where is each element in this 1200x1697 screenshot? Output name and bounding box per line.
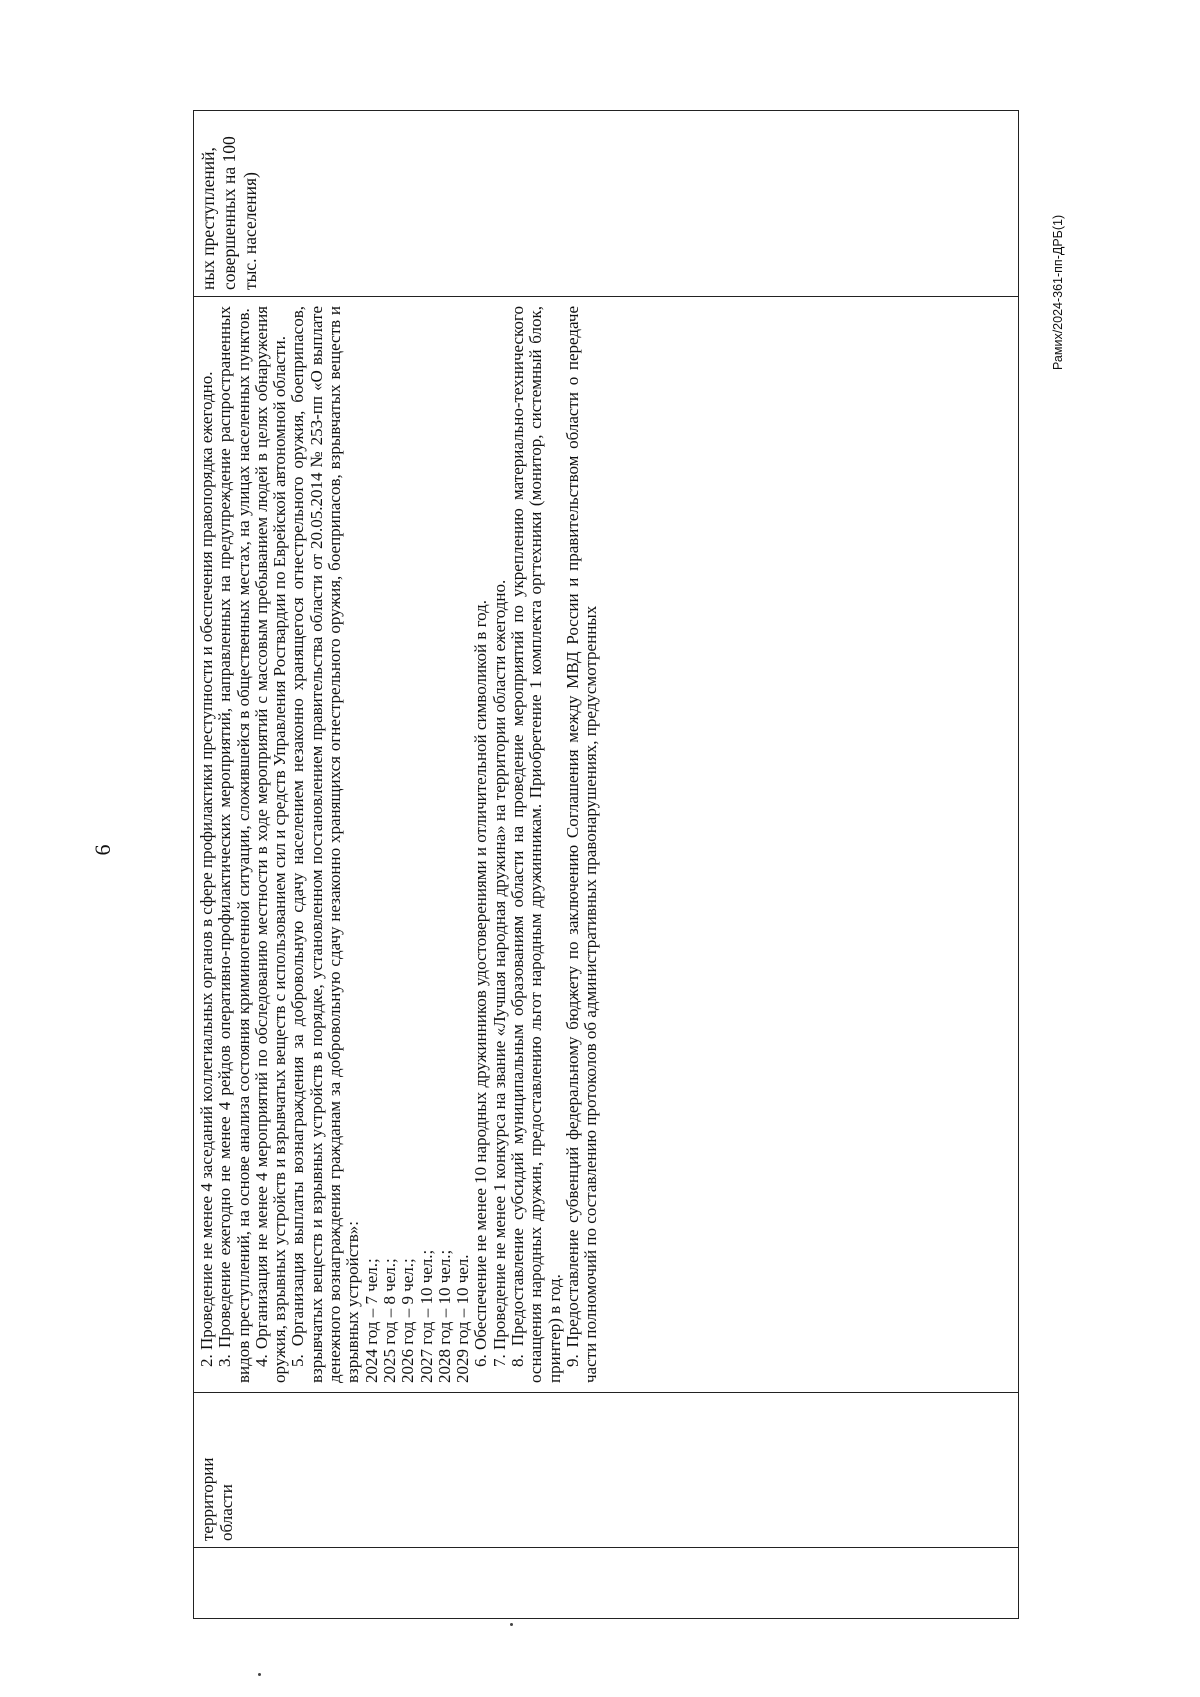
measure-paragraph: 7. Проведение не менее 1 конкурса на звание «Лучшая народная дружина» на территории области ежегодно. — [489, 579, 509, 1367]
measure-paragraph: 9. Предоставление субвенций федеральному бюджету по заключению Соглашения между МВД России и правительством области о передаче части полномочий по составлению протоколов об административных правонарушениях, предусмотренных — [562, 306, 601, 1383]
measure-year-line: 2029 год – 10 чел. — [453, 1254, 473, 1383]
page-number: 6 — [90, 844, 115, 856]
scan-artifact — [258, 1673, 261, 1676]
measure-year-line: 2024 год – 7 чел.; — [361, 1258, 381, 1383]
measure-paragraph: 3. Проведение ежегодно не менее 4 рейдов оперативно-профилактических мероприятий, направленных на предупреждение распространенных видов преступлений, на основе анализа состояния криминогенной ситуации, сложившейся в общественных местах, на улицах населенных пунктов. — [215, 306, 253, 1383]
measure-year-line: 2027 год – 10 чел.; — [416, 1249, 436, 1383]
table-cell-indicator: ных преступлений, совершенных на 100 тыс. населения) — [198, 136, 260, 290]
table-cell-scope: территории области — [194, 1392, 1019, 1547]
scan-artifact — [510, 1623, 513, 1626]
measure-paragraph: 8. Предоставление субсидий муниципальным образованиям области на проведение мероприятий по укреплению материально-технического оснащения народных дружин, предоставлению льгот народным дружинникам. Приобретение 1 комплекта оргтехники (монитор, системный блок, принтер) в год. — [508, 306, 564, 1383]
measure-paragraph: 6. Обеспечение не менее 10 народных дружинников удостоверениями и отличительной символикой в год. — [471, 599, 491, 1367]
measure-paragraph: 5. Организация выплаты вознаграждения за добровольную сдачу населением незаконно хранящегося огнестрельного оружия, боеприпасов, взрывчатых веществ и взрывных устройств в порядке, установленном постановлением правительства области от 20.05.2014 № 253-пп «О выплате денежного вознаграждения гражданам за добровольную сдачу незаконно хранящихся огнестрельного оружия, боеприпасов, взрывчатых веществ и взрывных устройств»: — [288, 306, 363, 1383]
measure-paragraph: 2. Проведение не менее 4 заседаний коллегиальных органов в сфере профилактики преступности и обеспечения правопорядка ежегодно. — [197, 371, 216, 1367]
table-cell-number — [194, 1547, 1019, 1619]
measure-paragraph: 4. Организация не менее 4 мероприятий по обследованию местности в ходе мероприятий с массовым пребыванием людей в целях обнаружения оружия, взрывных устройств и взрывчатых веществ с использованием сил и средств Управления Росгвардии по Еврейской автономной области. — [251, 306, 290, 1383]
program-table — [193, 110, 1019, 1619]
document-code: Рамих/2024-361-пп-ДРБ(1) — [1051, 214, 1065, 370]
measure-year-line: 2026 год – 9 чел.; — [398, 1258, 418, 1383]
measure-year-line: 2028 год – 10 чел.; — [434, 1249, 454, 1383]
program-table-row — [194, 111, 1019, 1619]
table-cell-measures — [194, 296, 1019, 1392]
measure-year-line: 2025 год – 8 чел.; — [379, 1258, 399, 1383]
